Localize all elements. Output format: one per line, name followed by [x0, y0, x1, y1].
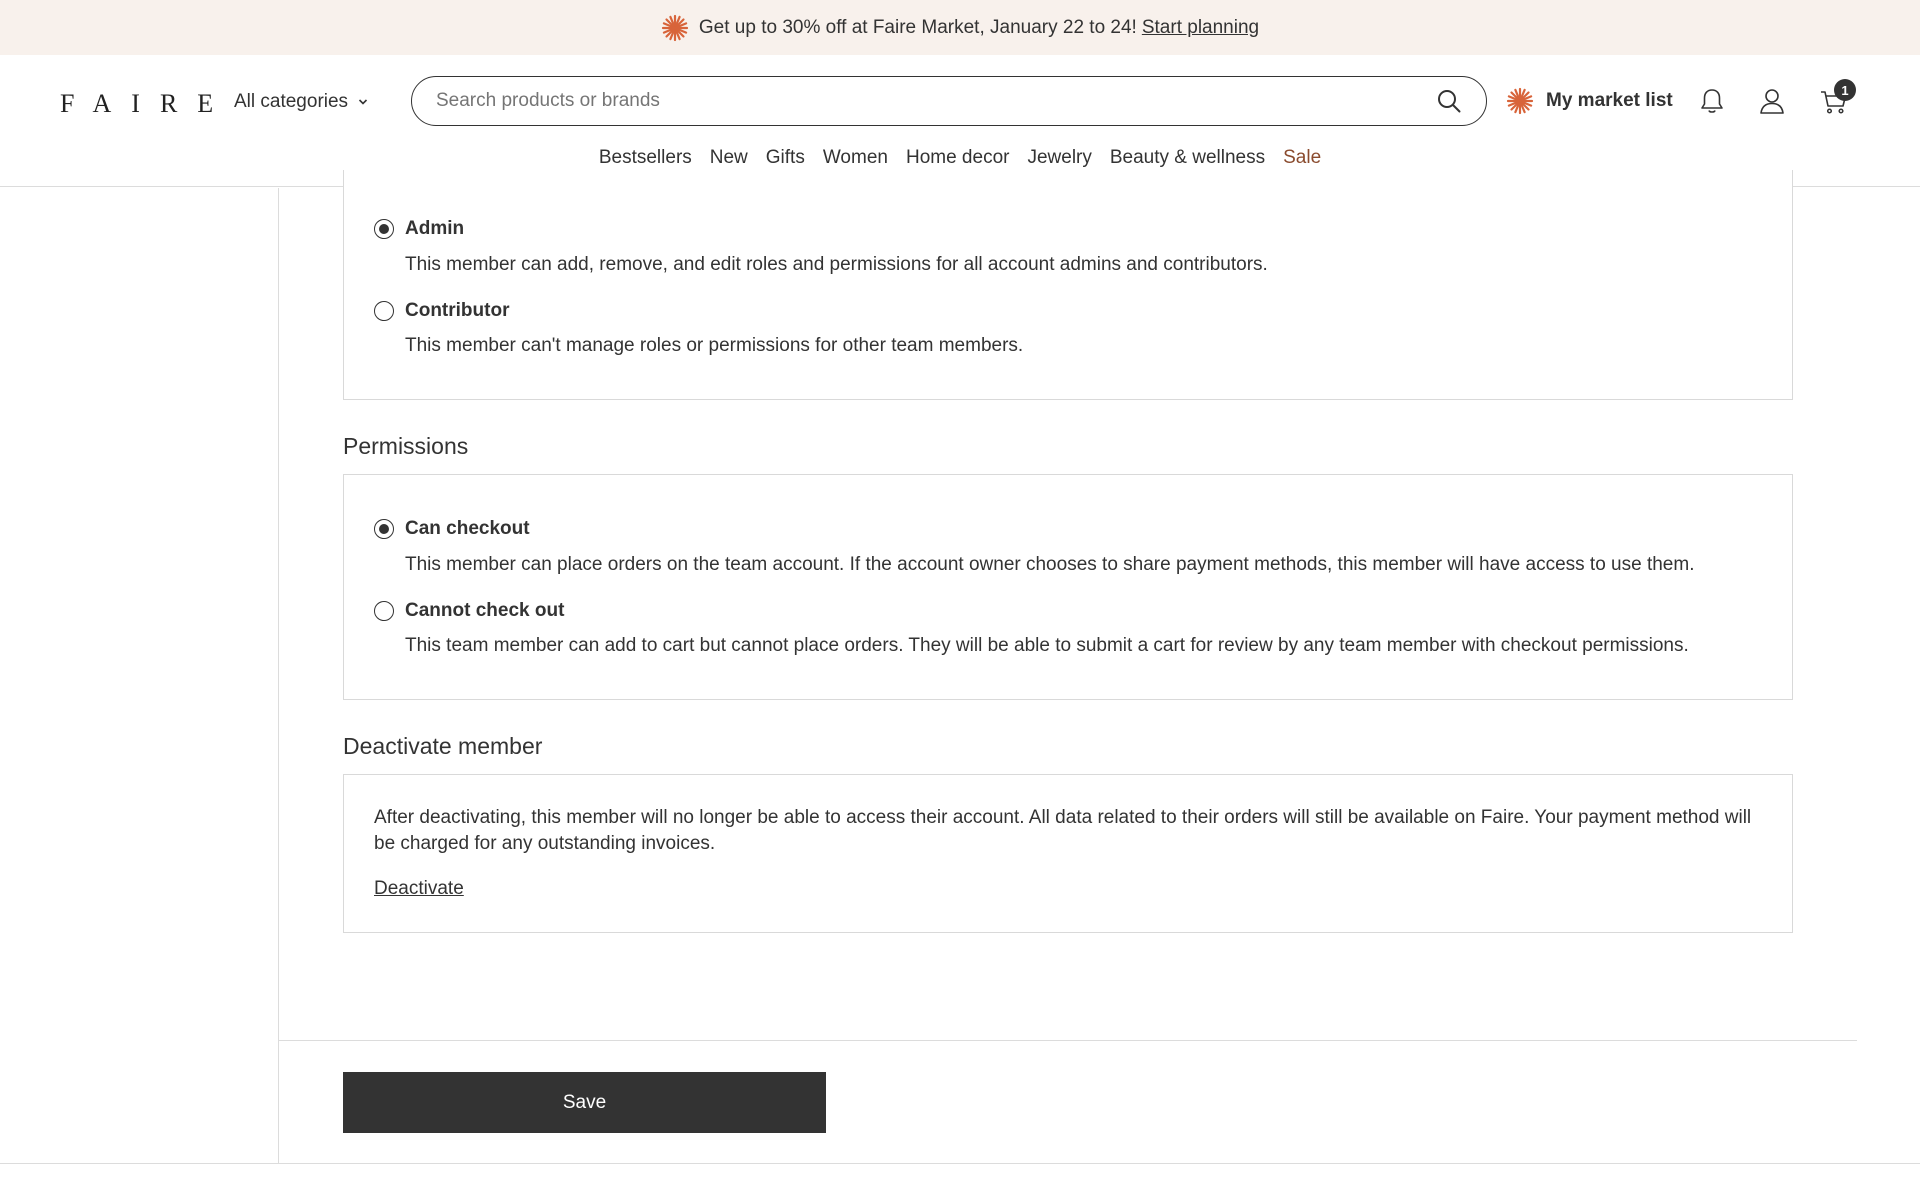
- all-categories-label: All categories: [234, 91, 349, 112]
- deactivate-description: After deactivating, this member will no longer be able to access their account. All data related to their orders will still be available on Faire. Your payment method will be charged for any outstanding invoices.: [374, 807, 1752, 854]
- permissions-title: Permissions: [343, 433, 469, 459]
- permission-option-cannot-check-out[interactable]: [374, 600, 564, 622]
- cart-count-badge: 1: [1834, 79, 1856, 101]
- all-categories-dropdown[interactable]: [234, 91, 368, 113]
- category-nav: [0, 147, 1920, 169]
- permissions-box: [343, 474, 1793, 700]
- deactivate-link[interactable]: Deactivate: [374, 878, 464, 899]
- promo-banner: [0, 0, 1920, 55]
- radio-contributor[interactable]: [374, 301, 394, 321]
- search-icon[interactable]: [1436, 88, 1462, 114]
- sidebar-divider: [278, 188, 279, 1163]
- bell-icon[interactable]: [1696, 85, 1728, 117]
- search-input[interactable]: [436, 90, 1436, 112]
- permission-label-cannot-check-out: Cannot check out: [405, 600, 565, 621]
- nav-item-sale[interactable]: Sale: [1283, 147, 1322, 168]
- search-bar: [411, 76, 1487, 126]
- permission-desc-can-checkout: This member can place orders on the team account. If the account owner chooses to share payment methods, this member will have access to use them.: [405, 554, 1695, 575]
- promo-text: Get up to 30% off at Faire Market, January 22 to 24!: [698, 16, 1137, 38]
- permission-label-can-checkout: Can checkout: [405, 518, 530, 539]
- role-option-admin[interactable]: [374, 218, 464, 240]
- role-label-contributor: Contributor: [405, 300, 510, 321]
- bottom-divider: [0, 1163, 1920, 1164]
- nav-item-jewelry[interactable]: Jewelry: [1027, 147, 1092, 168]
- role-desc-admin: This member can add, remove, and edit roles and permissions for all account admins and contributors.: [405, 254, 1268, 275]
- role-options-box: [343, 170, 1793, 400]
- role-option-contributor[interactable]: [374, 300, 509, 322]
- nav-item-new[interactable]: New: [709, 147, 748, 168]
- role-label-admin: Admin: [405, 218, 465, 239]
- nav-item-women[interactable]: Women: [822, 147, 888, 168]
- radio-admin[interactable]: [374, 219, 394, 239]
- sunburst-icon: [661, 14, 689, 42]
- radio-can-checkout[interactable]: [374, 519, 394, 539]
- role-desc-contributor: This member can't manage roles or permissions for other team members.: [405, 335, 1024, 356]
- start-planning-link[interactable]: Start planning: [1141, 16, 1260, 38]
- sunburst-icon: [1506, 87, 1534, 115]
- my-market-list-button[interactable]: [1506, 87, 1673, 115]
- nav-item-home-decor[interactable]: Home decor: [905, 147, 1010, 168]
- radio-cannot-check-out[interactable]: [374, 601, 394, 621]
- permission-desc-cannot-check-out: This team member can add to cart but cannot place orders. They will be able to submit a cart for review by any team member with checkout permissions.: [405, 635, 1689, 656]
- faire-logo[interactable]: FAIRE: [60, 89, 234, 118]
- nav-item-gifts[interactable]: Gifts: [765, 147, 805, 168]
- permission-option-can-checkout[interactable]: [374, 518, 530, 540]
- save-button[interactable]: Save: [343, 1072, 826, 1133]
- deactivate-title: Deactivate member: [343, 733, 543, 759]
- my-market-list-label: My market list: [1546, 90, 1673, 111]
- site-header: [0, 55, 1920, 187]
- nav-item-bestsellers[interactable]: Bestsellers: [598, 147, 692, 168]
- nav-item-beauty-wellness[interactable]: Beauty & wellness: [1109, 147, 1266, 168]
- chevron-down-icon: [358, 97, 368, 107]
- user-icon[interactable]: [1756, 85, 1788, 117]
- footer-divider: [279, 1040, 1857, 1041]
